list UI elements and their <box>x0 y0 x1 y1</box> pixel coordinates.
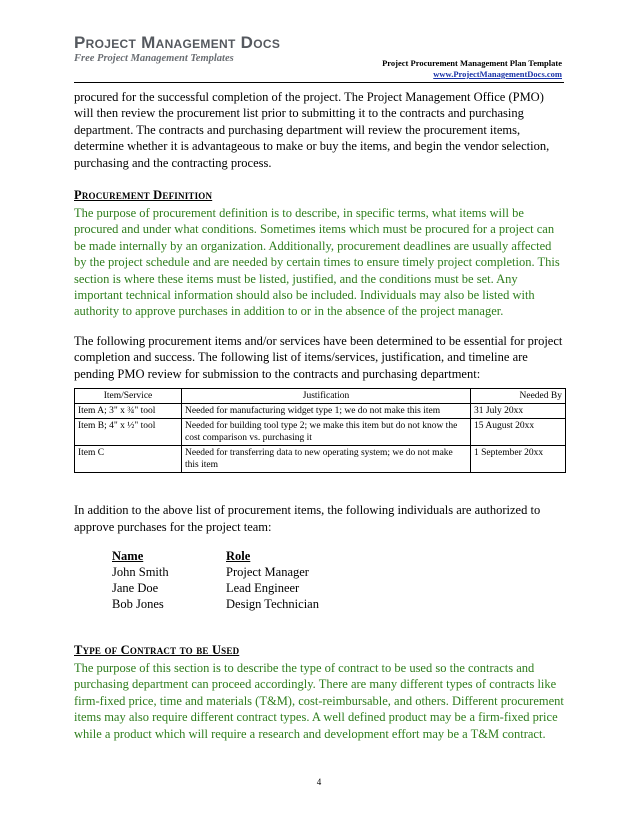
approver-name: Bob Jones <box>112 596 164 611</box>
website-link[interactable]: www.ProjectManagementDocs.com <box>433 69 562 79</box>
approvers-list <box>112 548 566 612</box>
role-column-header: Role <box>226 548 251 563</box>
approver-role: Design Technician <box>226 596 319 611</box>
approver-role: Lead Engineer <box>226 580 300 595</box>
logo-main-text: Project Management Docs <box>74 33 281 52</box>
procurement-items-lead-in: The following procurement items and/or services have been determined to be essential for project completion and success. The following list of items/services, justification, and timeline are pending PMO review for submission to the contracts and purchasing department: <box>74 333 563 381</box>
contract-type-guidance: The purpose of this section is to describe the type of contract to be used so the contracts and purchasing department can proceed accordingly. There are many different types of contracts like firm-fixed price, time and materials (T&M), cost-reimbursable, and others. Different procurement items may also require different contract types. A well defined product may be a firm-fixed price while a product which will require a research and development effort may be a T&M contract. <box>74 660 564 741</box>
needed-by-cell: 31 July 20xx <box>471 404 566 419</box>
header-needed-by: Needed By <box>471 389 566 404</box>
list-item <box>112 564 566 580</box>
header-item-service: Item/Service <box>75 389 182 404</box>
header-justification: Justification <box>182 389 471 404</box>
intro-paragraph: procured for the successful completion of the project. The Project Management Office (PMO) will then review the procurement list prior to submitting it to the contracts and purchasing department. The contracts and purchasing department will review the procurement items, determine whether it is advantageous to make or buy the items, and begin the vendor selection, purchasing and the contracting process. <box>74 90 550 170</box>
approvers-header-row <box>112 548 566 564</box>
table-row <box>75 404 566 419</box>
justification-cell: Needed for building tool type 2; we make this item but do not know the cost comparison vs. purchasing it <box>182 419 471 446</box>
approver-name: John Smith <box>112 564 169 579</box>
justification-cell: Needed for transferring data to new operating system; we do not make this item <box>182 446 471 473</box>
document-title: Project Procurement Management Plan Template <box>382 58 562 68</box>
procurement-definition-guidance: The purpose of procurement definition is to describe, in specific terms, what items will be procured and under what conditions. Sometimes items which must be procured for a project can be made internally by an organization. Additionally, procurement deadlines are usually affected by the project schedule and are needed by certain times to ensure timely project completion. This section is where these items must be listed, justified, and the conditions must be set. Any important technical information should also be included. Individuals may also be listed with authority to approve purchases in addition to or in the absence of the project manager. <box>74 206 560 319</box>
contract-type-heading: Type of Contract to be Used <box>74 642 240 657</box>
needed-by-cell: 15 August 20xx <box>471 419 566 446</box>
procurement-items-table <box>74 388 566 473</box>
list-item <box>112 596 566 612</box>
needed-by-cell: 1 September 20xx <box>471 446 566 473</box>
item-cell: Item B; 4" x ½" tool <box>75 419 182 446</box>
approver-role: Project Manager <box>226 564 309 579</box>
table-row <box>75 446 566 473</box>
page-header <box>382 58 562 80</box>
table-row <box>75 419 566 446</box>
procurement-definition-heading: Procurement Definition <box>74 188 213 203</box>
page-number: 4 <box>316 777 322 787</box>
logo <box>74 33 281 65</box>
name-column-header: Name <box>112 548 144 563</box>
header-rule <box>74 82 564 83</box>
table-header-row <box>75 389 566 404</box>
item-cell: Item C <box>75 446 182 473</box>
approvers-intro: In addition to the above list of procurement items, the following individuals are authorized to approve purchases for the project team: <box>74 503 541 534</box>
item-cell: Item A; 3" x ¾" tool <box>75 404 182 419</box>
logo-tagline: Free Project Management Templates <box>74 53 234 64</box>
approver-name: Jane Doe <box>112 580 159 595</box>
list-item <box>112 580 566 596</box>
justification-cell: Needed for manufacturing widget type 1; we do not make this item <box>182 404 471 419</box>
page-body <box>74 89 566 742</box>
